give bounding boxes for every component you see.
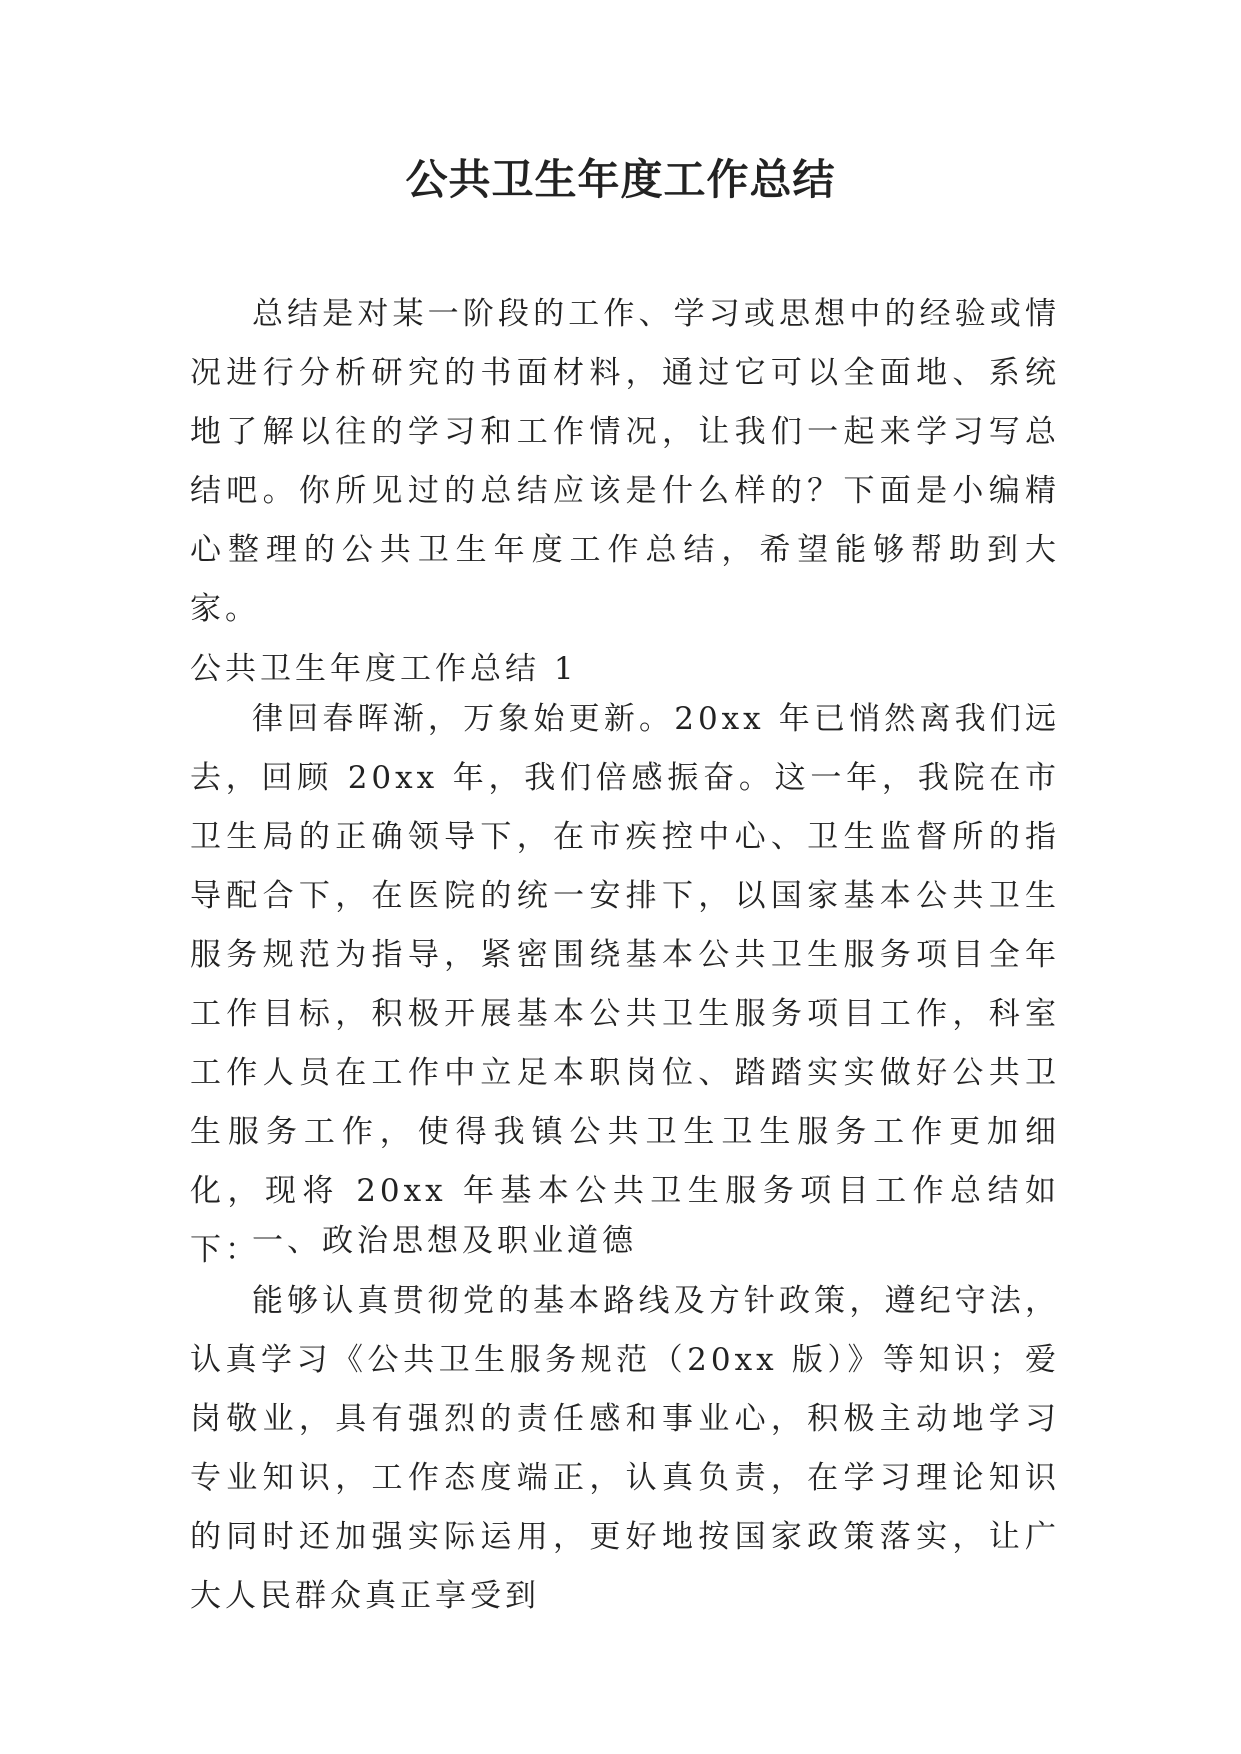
page-title: 公共卫生年度工作总结 (405, 155, 836, 204)
section-heading-1: 一、政治思想及职业道德 (252, 1223, 637, 1259)
section-label: 公共卫生年度工作总结 1 (190, 651, 578, 687)
body-paragraph-1: 律回春晖渐，万象始更新。20xx 年已悄然离我们远去，回顾 20xx 年，我们倍感振奋。这一年，我院在市卫生局的正确领导下，在市疾控中心、卫生监督所的指导配合下，在医院的统一安排下，以国家基本公共卫生服务规范为指导，紧密围绕基本公共卫生服务项目全年工作目标，积极开展基本公共卫生服务项目工作，科室工作人员在工作中立足本职岗位、踏踏实实做好公共卫生服务工作，使得我镇公共卫生卫生服务工作更加细化，现将 20xx 年基本公共卫生服务项目工作总结如下： (190, 701, 1060, 1268)
body-paragraph-2: 能够认真贯彻党的基本路线及方针政策，遵纪守法，认真学习《公共卫生服务规范（20xx 版）》等知识；爱岗敬业，具有强烈的责任感和事业心，积极主动地学习专业知识，工作态度端正，认真负责，在学习理论知识的同时还加强实际运用，更好地按国家政策落实，让广大人民群众真正享受到 (190, 1283, 1060, 1614)
intro-paragraph: 总结是对某一阶段的工作、学习或思想中的经验或情况进行分析研究的书面材料，通过它可以全面地、系统地了解以往的学习和工作情况，让我们一起来学习写总结吧。你所见过的总结应该是什么样的？下面是小编精心整理的公共卫生年度工作总结，希望能够帮助到大家。 (190, 296, 1060, 627)
